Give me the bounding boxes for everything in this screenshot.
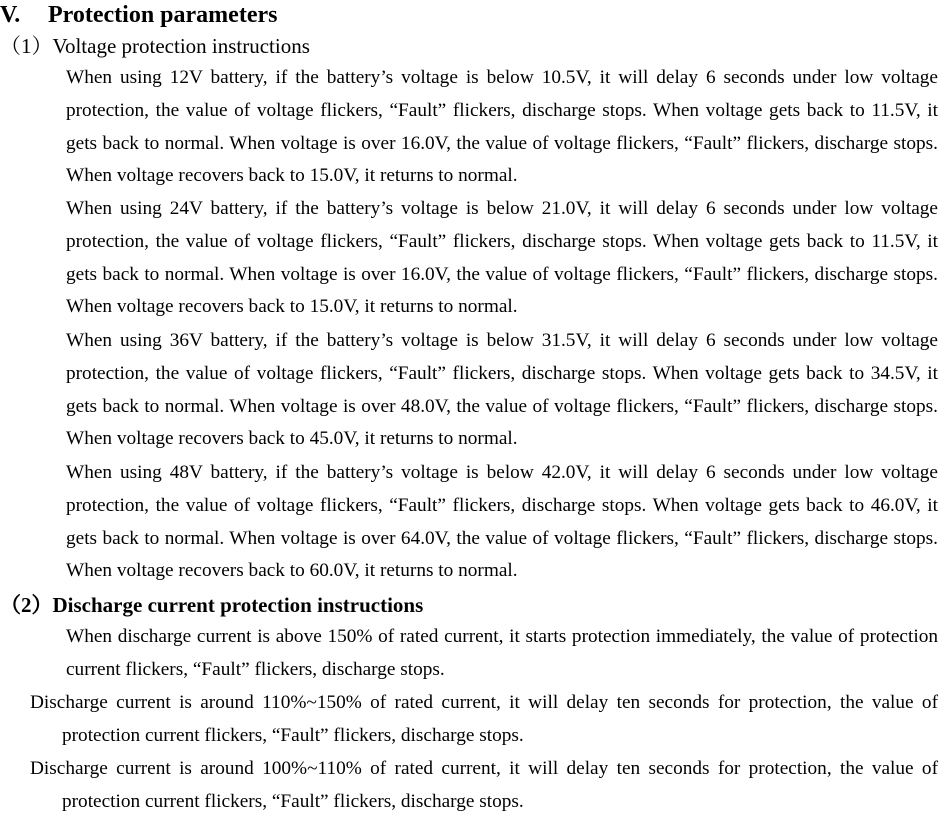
voltage-paragraph-12v: When using 12V battery, if the battery’s voltage is below 10.5V, it will delay 6 seconds under low voltage protection, the value of voltage flickers, “Fault” flickers, discharge stops. When voltage gets back to 11.5V, it gets back to normal. When voltage is over 16.0V, the value of voltage flickers, “Fault” flickers, discharge stops. When voltage recovers back to 15.0V, it returns to normal.	[66, 67, 938, 187]
section-title: Protection parameters	[48, 2, 278, 28]
discharge-paragraph-100-110: Discharge current is around 100%~110% of rated current, it will delay ten seconds for protection, the value of protection current flickers, “Fault” flickers, discharge stops.	[30, 758, 938, 812]
voltage-protection-heading: （1）Voltage protection instructions	[0, 34, 310, 58]
voltage-paragraph-36v: When using 36V battery, if the battery’s voltage is below 31.5V, it will delay 6 seconds under low voltage protection, the value of voltage flickers, “Fault” flickers, discharge stops. When voltage gets back to 34.5V, it gets back to normal. When voltage is over 48.0V, the value of voltage flickers, “Fault” flickers, discharge stops. When voltage recovers back to 45.0V, it returns to normal.	[66, 330, 938, 450]
section-heading	[0, 0, 277, 30]
discharge-paragraph-110-150: Discharge current is around 110%~150% of rated current, it will delay ten seconds for protection, the value of protection current flickers, “Fault” flickers, discharge stops.	[30, 692, 938, 746]
discharge-paragraph-150: When discharge current is above 150% of rated current, it starts protection immediately, the value of protection current flickers, “Fault” flickers, discharge stops.	[66, 626, 938, 680]
voltage-paragraph-48v: When using 48V battery, if the battery’s voltage is below 42.0V, it will delay 6 seconds under low voltage protection, the value of voltage flickers, “Fault” flickers, discharge stops. When voltage gets back to 46.0V, it gets back to normal. When voltage is over 64.0V, the value of voltage flickers, “Fault” flickers, discharge stops. When voltage recovers back to 60.0V, it returns to normal.	[66, 462, 938, 582]
discharge-protection-heading: （2）Discharge current protection instructions	[0, 593, 424, 617]
section-number: V.	[0, 2, 21, 28]
voltage-paragraph-24v: When using 24V battery, if the battery’s voltage is below 21.0V, it will delay 6 seconds under low voltage protection, the value of voltage flickers, “Fault” flickers, discharge stops. When voltage gets back to 11.5V, it gets back to normal. When voltage is over 16.0V, the value of voltage flickers, “Fault” flickers, discharge stops. When voltage recovers back to 15.0V, it returns to normal.	[66, 198, 938, 318]
